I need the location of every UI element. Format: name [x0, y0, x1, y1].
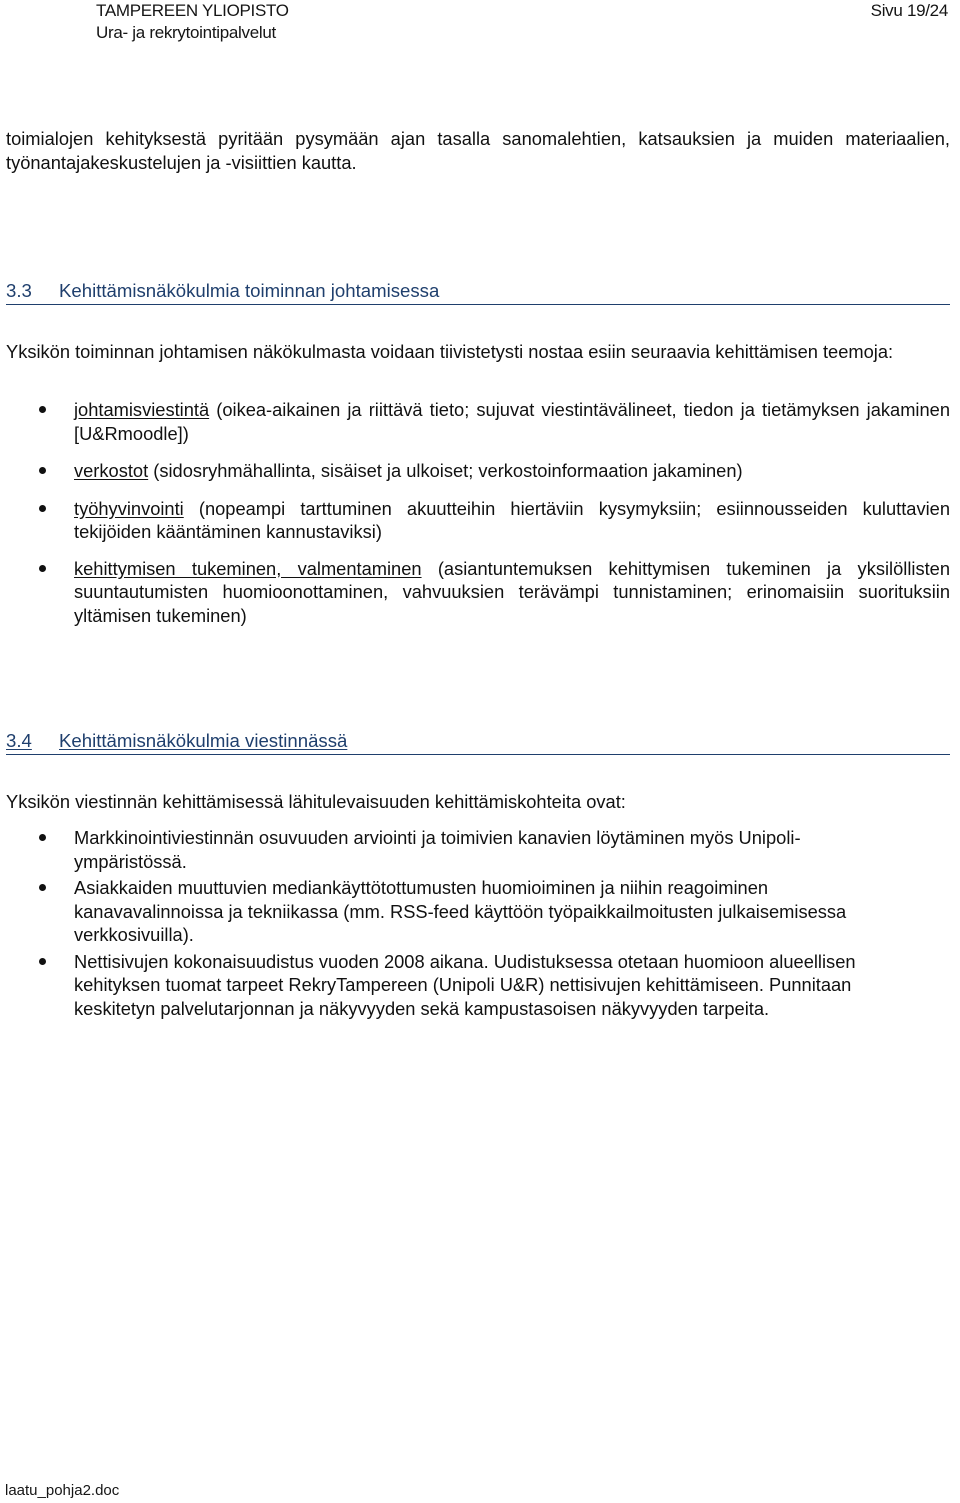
section-lead-paragraph: Yksikön toiminnan johtamisen näkökulmasta voidaan tiivistetysti nostaa esiin seuraavia kehittämisen teemoja:: [6, 341, 894, 362]
communication-targets-list: [74, 826, 896, 1020]
page-number: Sivu 19/24: [870, 1, 948, 20]
header-organization: TAMPEREEN YLIOPISTO: [96, 1, 289, 20]
footer-filename: laatu_pohja2.doc: [5, 1482, 120, 1499]
list-item: [74, 557, 950, 628]
list-item: Asiakkaiden muuttuvien mediankäyttötottumusten huomioiminen ja niihin reagoiminen kanavavalinnoissa ja tekniikassa (mm. RSS-feed käyttöön työpaikkailmoitusten julkaisemisessa verkkosivuilla).: [74, 876, 896, 947]
list-item-text: (oikea-aikainen ja riittävä tieto; sujuvat viestintävälineet, tiedon ja tietämyksen jakaminen [U&Rmoodle]): [74, 399, 950, 444]
development-themes-list: [74, 398, 950, 627]
list-item: [74, 497, 950, 544]
section-heading-3-3: [6, 280, 950, 305]
section-lead-paragraph: Yksikön viestinnän kehittämisessä lähitulevaisuuden kehittämiskohteita ovat:: [6, 791, 626, 812]
list-item: [74, 459, 950, 483]
list-item: Markkinointiviestinnän osuvuuden arviointi ja toimivien kanavien löytäminen myös Unipoli-ympäristössä.: [74, 826, 896, 873]
section-number: 3.4: [6, 730, 32, 751]
list-item-text: (nopeampi tarttuminen akuutteihin hiertäviin kysymyksiin; esiinnousseiden kuluttavien tekijöiden kääntäminen kannustaviksi): [74, 497, 950, 542]
section-heading-3-4: [6, 730, 950, 755]
list-item-text: (asiantuntemuksen kehittymisen tukeminen ja yksilöllisten suuntautumisten huomioonottaminen, vahvuuksien terävämpi tunnistaminen; erinomaisiin suorituksiin yltämisen tukeminen): [74, 557, 951, 626]
section-title: Kehittämisnäkökulmia viestinnässä: [59, 730, 348, 751]
intro-paragraph: toimialojen kehityksestä pyritään pysymään ajan tasalla sanomalehtien, katsauksien ja muiden materiaalien, työnantajakeskustelujen ja -visiittien kautta.: [6, 128, 950, 173]
list-item-text: (sidosryhmähallinta, sisäiset ja ulkoiset; verkostoinformaation jakaminen): [148, 460, 743, 481]
list-item-term: työhyvinvointi: [74, 497, 184, 519]
list-item-term: verkostot: [74, 460, 149, 481]
list-item-term: johtamisviestintä: [74, 399, 210, 420]
list-item-term: kehittymisen tukeminen, valmentaminen: [74, 557, 422, 579]
list-item: [74, 398, 950, 445]
section-title: Kehittämisnäkökulmia toiminnan johtamisessa: [59, 280, 440, 301]
section-number: 3.3: [6, 280, 32, 301]
list-item: Nettisivujen kokonaisuudistus vuoden 2008 aikana. Uudistuksessa otetaan huomioon alueellisen kehityksen tuomat tarpeet RekryTampereen (Unipoli U&R) nettisivujen kehittämiseen. Punnitaan keskitetyn palvelutarjonnan ja näkyvyyden sekä kampustasoisen näkyvyyden tarpeita.: [74, 950, 896, 1021]
header-unit: Ura- ja rekrytointipalvelut: [96, 23, 276, 42]
